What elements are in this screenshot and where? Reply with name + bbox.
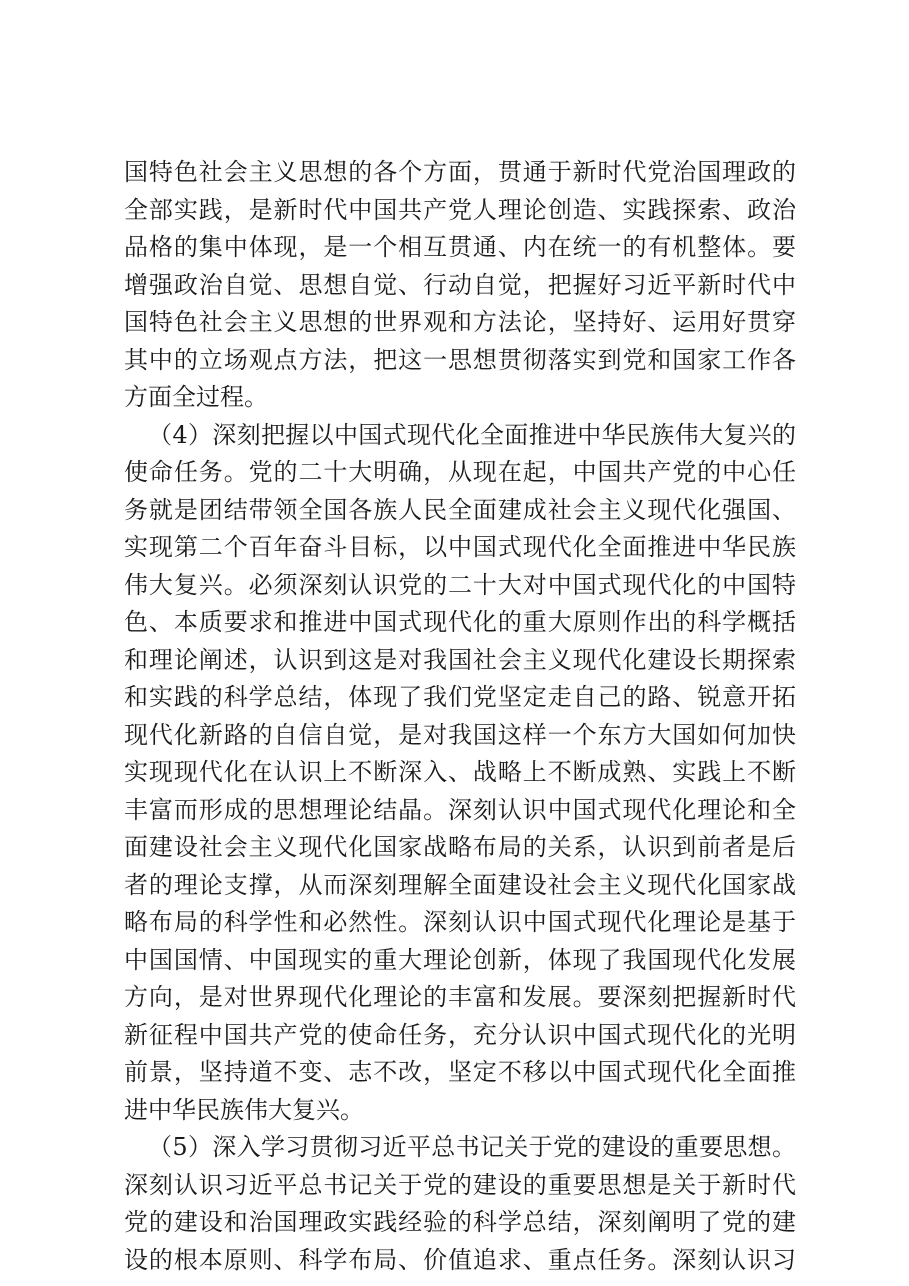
text-line: 现代化新路的自信自觉，是对我国这样一个东方大国如何加快 [124, 720, 796, 749]
text-line: 国特色社会主义思想的各个方面，贯通于新时代党治国理政的 [124, 158, 796, 186]
text-line: 方面全过程。 [124, 383, 268, 411]
text-line: 和实践的科学总结，体现了我们党坚定走自己的路、锐意开拓 [124, 683, 796, 711]
text-line: 伟大复兴。必须深刻认识党的二十大对中国式现代化的中国特 [124, 570, 796, 599]
text-line: 新征程中国共产党的使命任务，充分认识中国式现代化的光明 [124, 1020, 796, 1049]
text-line: 全部实践，是新时代中国共产党人理论创造、实践探索、政治 [124, 195, 796, 224]
text-line: 务就是团结带领全国各族人民全面建成社会主义现代化强国、 [124, 495, 796, 524]
text-line: 国特色社会主义思想的世界观和方法论，坚持好、运用好贯穿 [124, 308, 796, 336]
text-line: 略布局的科学性和必然性。深刻认识中国式现代化理论是基于 [124, 908, 796, 936]
text-line: 实现现代化在认识上不断深入、战略上不断成熟、实践上不断 [124, 758, 796, 786]
text-line: 深刻认识习近平总书记关于党的建设的重要思想是关于新时代 [124, 1170, 796, 1199]
text-line: 中国国情、中国现实的重大理论创新，体现了我国现代化发展 [124, 945, 796, 974]
body-text [124, 154, 796, 1279]
text-line: 进中华民族伟大复兴。 [124, 1095, 364, 1124]
text-line: 和理论阐述，认识到这是对我国社会主义现代化建设长期探索 [124, 645, 796, 674]
text-line: 使命任务。党的二十大明确，从现在起，中国共产党的中心任 [124, 458, 796, 486]
text-line: 品格的集中体现，是一个相互贯通、内在统一的有机整体。要 [124, 233, 796, 261]
text-line: 增强政治自觉、思想自觉、行动自觉，把握好习近平新时代中 [124, 270, 796, 299]
text-line: 实现第二个百年奋斗目标，以中国式现代化全面推进中华民族 [124, 533, 796, 561]
text-line: 其中的立场观点方法，把这一思想贯彻落实到党和国家工作各 [124, 345, 796, 374]
text-line: 色、本质要求和推进中国式现代化的重大原则作出的科学概括 [124, 608, 796, 636]
text-line: 者的理论支撑，从而深刻理解全面建设社会主义现代化国家战 [124, 870, 796, 899]
text-line: 设的根本原则、科学布局、价值追求、重点任务。深刻认识习 [124, 1245, 796, 1274]
text-line: （4）深刻把握以中国式现代化全面推进中华民族伟大复兴的 [148, 420, 796, 449]
text-line: 面建设社会主义现代化国家战略布局的关系，认识到前者是后 [124, 833, 796, 861]
text-line: 方向，是对世界现代化理论的丰富和发展。要深刻把握新时代 [124, 983, 796, 1011]
text-line: 丰富而形成的思想理论结晶。深刻认识中国式现代化理论和全 [124, 795, 796, 824]
text-line: 党的建设和治国理政实践经验的科学总结，深刻阐明了党的建 [124, 1208, 796, 1236]
text-line: （5）深入学习贯彻习近平总书记关于党的建设的重要思想。 [148, 1133, 796, 1161]
text-line: 前景，坚持道不变、志不改，坚定不移以中国式现代化全面推 [124, 1058, 796, 1086]
